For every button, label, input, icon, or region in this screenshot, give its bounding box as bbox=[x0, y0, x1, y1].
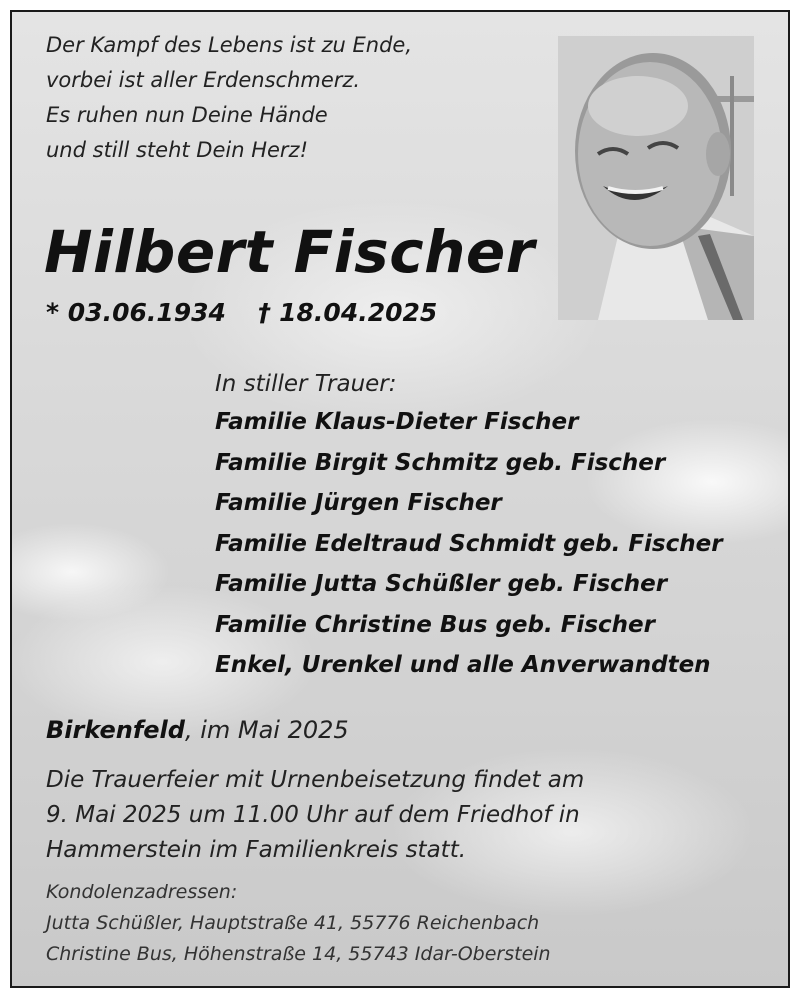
mourner-family: Familie Edeltraud Schmidt geb. Fischer bbox=[215, 530, 723, 557]
poem-line: vorbei ist aller Erdenschmerz. bbox=[46, 68, 361, 92]
mourner-family: Familie Jutta Schüßler geb. Fischer bbox=[215, 571, 668, 597]
mourner-family: Familie Christine Bus geb. Fischer bbox=[215, 611, 655, 638]
portrait-photo bbox=[558, 36, 754, 320]
mourners-block bbox=[215, 366, 775, 686]
ceremony-info bbox=[46, 763, 766, 868]
condolence-addresses bbox=[46, 877, 766, 970]
condolence-heading: Kondolenzadressen: bbox=[46, 881, 238, 903]
ceremony-line: Die Trauerfeier mit Urnenbeisetzung findet am bbox=[46, 767, 585, 793]
condolence-address: Christine Bus, Höhenstraße 14, 55743 Idar-Oberstein bbox=[46, 943, 551, 965]
mourning-lead: In stiller Trauer: bbox=[215, 371, 397, 397]
place-date bbox=[46, 716, 349, 744]
place-town: Birkenfeld bbox=[46, 716, 185, 744]
mourner-family: Familie Birgit Schmitz geb. Fischer bbox=[215, 449, 666, 476]
poem-line: Es ruhen nun Deine Hände bbox=[46, 103, 328, 127]
mourner-family: Enkel, Urenkel und alle Anverwandten bbox=[215, 652, 711, 678]
ceremony-line: Hammerstein im Familienkreis statt. bbox=[46, 837, 467, 863]
poem bbox=[46, 28, 526, 168]
condolence-address: Jutta Schüßler, Hauptstraße 41, 55776 Reichenbach bbox=[46, 912, 540, 934]
mourner-family: Familie Jürgen Fischer bbox=[215, 490, 502, 516]
mourner-family: Familie Klaus-Dieter Fischer bbox=[215, 409, 579, 435]
obituary-card bbox=[10, 10, 790, 988]
death-date: † 18.04.2025 bbox=[257, 298, 438, 327]
poem-line: und still steht Dein Herz! bbox=[46, 138, 308, 162]
place-month: , im Mai 2025 bbox=[184, 716, 349, 744]
poem-line: Der Kampf des Lebens ist zu Ende, bbox=[46, 33, 413, 57]
ceremony-line: 9. Mai 2025 um 11.00 Uhr auf dem Friedhof in bbox=[46, 802, 580, 828]
life-dates bbox=[46, 298, 437, 327]
deceased-name: Hilbert Fischer bbox=[44, 218, 535, 286]
portrait-photo-icon bbox=[558, 36, 754, 320]
birth-date: * 03.06.1934 bbox=[46, 298, 226, 327]
